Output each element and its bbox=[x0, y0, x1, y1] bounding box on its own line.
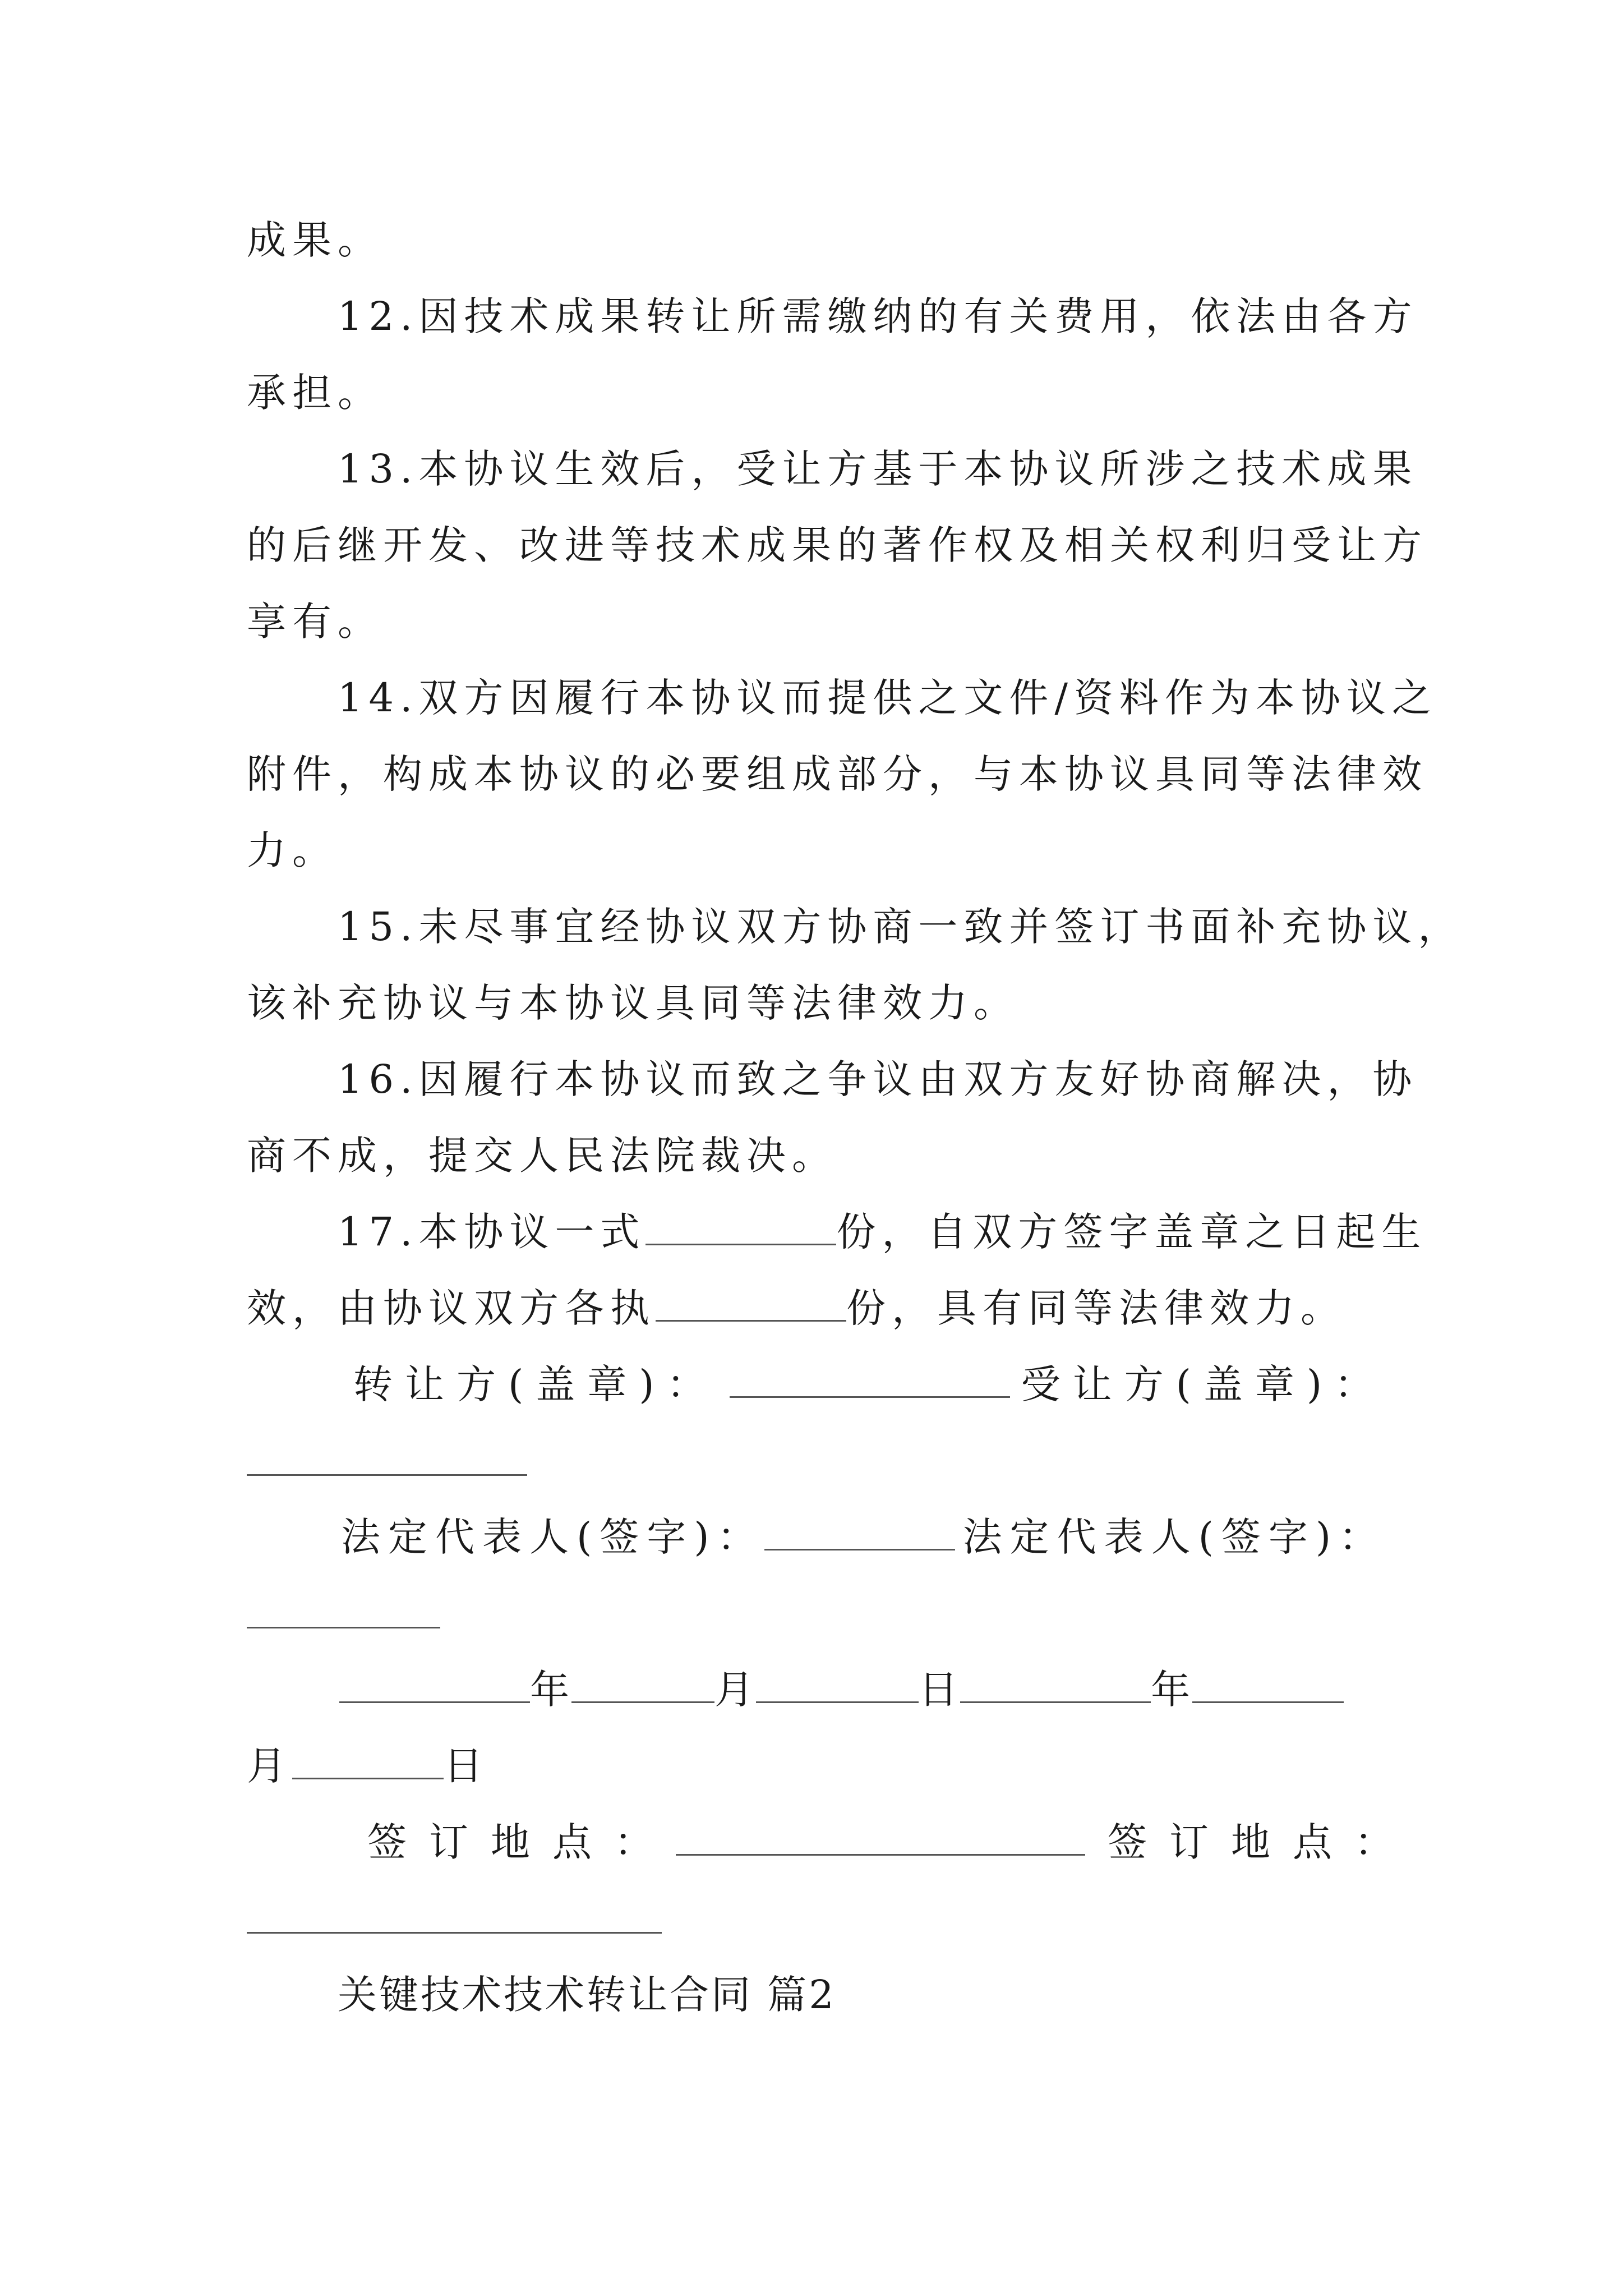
legal-rep-continue bbox=[247, 1575, 1385, 1651]
year-1-blank[interactable] bbox=[339, 1667, 530, 1703]
sign-place-1-label: 签订地点： bbox=[367, 1819, 676, 1865]
year-1-label: 年 bbox=[530, 1667, 571, 1713]
p15-line2: 该补充协议与本协议具同等法律效力。 bbox=[247, 980, 1019, 1026]
p16-line2: 商不成，提交人民法院裁决。 bbox=[247, 1133, 837, 1179]
seal-row bbox=[247, 1346, 1385, 1423]
month-1-label: 月 bbox=[714, 1667, 756, 1713]
p12-line1: 12.因技术成果转让所需缴纳的有关费用，依法由各方 bbox=[338, 293, 1418, 339]
date-row-continue bbox=[247, 1728, 1385, 1804]
day-1-blank[interactable] bbox=[756, 1667, 919, 1703]
month-2-label: 月 bbox=[247, 1743, 292, 1789]
p12-line2: 承担。 bbox=[247, 370, 383, 416]
p17-line2-b: 份，具有同等法律效力。 bbox=[846, 1285, 1346, 1331]
p13-line1: 13.本协议生效后，受让方基于本协议所涉之技术成果 bbox=[338, 446, 1418, 492]
year-2-blank[interactable] bbox=[960, 1667, 1151, 1703]
p17-line1 bbox=[247, 1194, 1427, 1270]
p17-line2 bbox=[247, 1270, 1385, 1346]
legal-rep-1-label: 法定代表人(签字)： bbox=[341, 1514, 764, 1560]
copies-total-blank[interactable] bbox=[645, 1209, 836, 1245]
document-page bbox=[247, 202, 1464, 2033]
legal-rep-1-blank[interactable] bbox=[764, 1514, 955, 1550]
year-2-label: 年 bbox=[1151, 1667, 1192, 1713]
month-2-blank[interactable] bbox=[1192, 1667, 1344, 1703]
legal-rep-2-blank[interactable] bbox=[247, 1592, 440, 1628]
p15-line1: 15.未尽事宜经协议双方协商一致并签订书面补充协议， bbox=[338, 904, 1464, 950]
copies-each-blank[interactable] bbox=[656, 1285, 846, 1322]
sign-place-1-blank[interactable] bbox=[676, 1819, 1085, 1856]
p14-line2: 附件，构成本协议的必要组成部分，与本协议具同等法律效 bbox=[247, 751, 1428, 797]
p13-line2: 的后继开发、改进等技术成果的著作权及相关权利归受让方 bbox=[247, 522, 1428, 568]
month-1-blank[interactable] bbox=[571, 1667, 714, 1703]
day-2-label: 日 bbox=[444, 1743, 489, 1789]
p17-line1-a: 17.本协议一式 bbox=[338, 1209, 646, 1255]
p16-line1: 16.因履行本协议而致之争议由双方友好协商解决，协 bbox=[338, 1056, 1418, 1102]
transferor-seal-label: 转让方(盖章)： bbox=[353, 1361, 718, 1407]
legal-rep-row bbox=[247, 1499, 1385, 1575]
date-row bbox=[247, 1651, 1385, 1728]
transferee-seal-continue bbox=[247, 1423, 1385, 1499]
sign-place-row bbox=[247, 1804, 1416, 1880]
legal-rep-2-label: 法定代表人(签字)： bbox=[962, 1514, 1386, 1560]
sign-place-2-blank[interactable] bbox=[247, 1897, 662, 1934]
p17-line1-b: 份，自双方签字盖章之日起生 bbox=[836, 1209, 1427, 1255]
p11-tail: 成果。 bbox=[247, 217, 383, 263]
day-1-label: 日 bbox=[919, 1667, 960, 1713]
day-2-blank[interactable] bbox=[292, 1743, 444, 1779]
transferee-seal-blank[interactable] bbox=[247, 1439, 527, 1476]
sign-place-2-label: 签订地点： bbox=[1108, 1819, 1416, 1865]
p14-line1: 14.双方因履行本协议而提供之文件/资料作为本协议之 bbox=[338, 675, 1437, 721]
p17-line2-a: 效，由协议双方各执 bbox=[247, 1285, 656, 1331]
next-section-title: 关键技术技术转让合同 篇2 bbox=[338, 1972, 836, 2018]
transferor-seal-blank[interactable] bbox=[730, 1361, 1010, 1398]
p13-line3: 享有。 bbox=[247, 599, 383, 645]
p14-line3: 力。 bbox=[247, 827, 338, 873]
transferee-seal-label: 受让方(盖章)： bbox=[1021, 1361, 1386, 1407]
sign-place-continue bbox=[247, 1880, 1385, 1957]
